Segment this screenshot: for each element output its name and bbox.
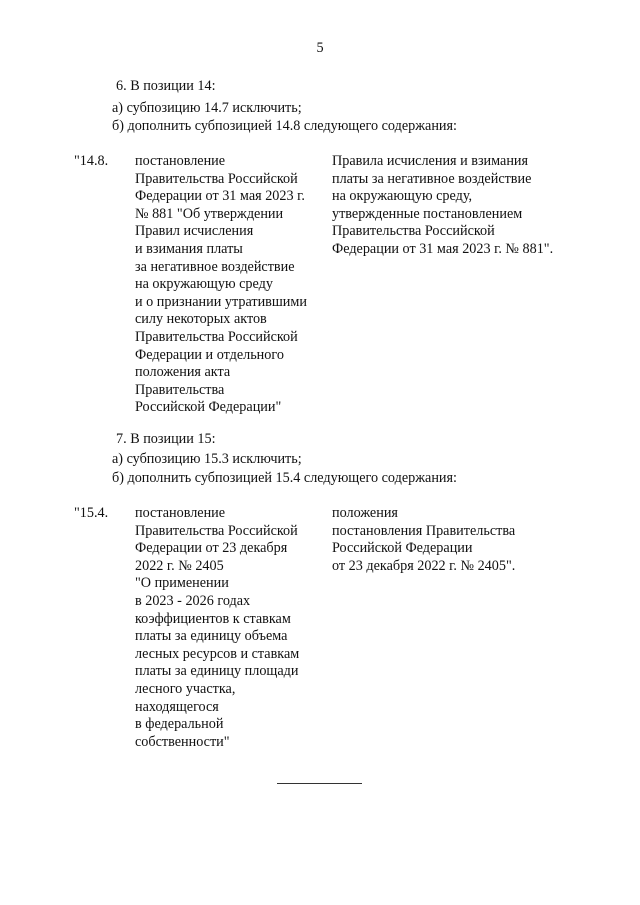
entry-14-8-left-line: Российской Федерации": [135, 399, 282, 416]
entry-14-8-left-line: Федерации от 31 мая 2023 г.: [135, 188, 305, 205]
entry-14-8-left-line: постановление: [135, 153, 226, 169]
entry-15-4-left-line: платы за единицу площади: [135, 663, 299, 680]
entry-15-4-left-line: коэффициентов к ставкам: [135, 610, 291, 627]
entry-14-8-left-line: Федерации и отдельного: [135, 346, 284, 363]
entry-14-8-left-line: на окружающую среду: [135, 276, 273, 293]
entry-15-4-left-line: постановление: [135, 505, 226, 521]
entry-15-4-right-line: Российской Федерации: [332, 540, 473, 557]
entry-15-4-left-line: платы за единицу объема: [135, 628, 288, 645]
entry-14-8-left-line: Правительства Российской: [135, 170, 298, 187]
entry-14-8-right-line: на окружающую среду,: [332, 188, 473, 205]
entry-15-4-right-line: постановления Правительства: [332, 522, 516, 539]
entry-15-4-left-line: Федерации от 23 декабря: [135, 540, 288, 557]
entry-15-4-document-column: [135, 505, 299, 751]
entry-14-8-left-line: Правительства Российской: [135, 328, 298, 345]
entry-14-8-right-line: платы за негативное воздействие: [332, 170, 532, 187]
section-7-heading: 7. В позиции 15:: [116, 431, 216, 447]
entry-14-8-right-line: Правила исчисления и взимания: [332, 153, 529, 169]
section-7-item-a: а) субпозицию 15.3 исключить;: [112, 451, 302, 467]
entry-14-8-right-line: Федерации от 31 мая 2023 г. № 881".: [332, 240, 554, 257]
section-7-item-b: б) дополнить субпозицией 15.4 следующего содержания:: [112, 470, 457, 486]
section-6-heading: 6. В позиции 14:: [116, 78, 216, 94]
section-6-item-a: а) субпозицию 14.7 исключить;: [112, 100, 302, 116]
entry-15-4-left-line: в 2023 - 2026 годах: [135, 592, 251, 609]
entry-15-4-left-line: Правительства Российской: [135, 522, 298, 539]
entry-14-8-left-line: № 881 "Об утверждении: [135, 205, 284, 222]
entry-14-8-left-line: и взимания платы: [135, 240, 243, 257]
entry-14-8-left-line: Правительства: [135, 381, 225, 398]
entry-15-4-content-column: [332, 505, 515, 575]
entry-15-4-right-line: от 23 декабря 2022 г. № 2405".: [332, 557, 516, 574]
entry-14-8-left-line: силу некоторых актов: [135, 311, 267, 328]
entry-14-8-right-line: утвержденные постановлением: [332, 205, 523, 222]
entry-15-4-left-line: "О применении: [135, 575, 229, 592]
entry-15-4-left-line: в федеральной: [135, 716, 224, 733]
entry-15-4-right-line: положения: [332, 505, 398, 521]
entry-14-8-document-column: [135, 153, 307, 417]
entry-14-8-left-line: Правил исчисления: [135, 223, 254, 240]
entry-14-8-left-line: положения акта: [135, 364, 231, 381]
entry-15-4-left-line: лесного участка,: [135, 680, 236, 697]
entry-14-8-right-line: Правительства Российской: [332, 223, 495, 240]
entry-15-4-left-line: лесных ресурсов и ставкам: [135, 645, 300, 662]
entry-15-4-left-line: 2022 г. № 2405: [135, 557, 224, 574]
entry-15-4-left-line: находящегося: [135, 698, 219, 715]
entry-15-4-left-line: собственности": [135, 733, 230, 750]
closing-rule: [277, 783, 362, 784]
entry-14-8-content-column: [332, 153, 553, 259]
page-number: 5: [316, 40, 324, 56]
entry-14-8-left-line: за негативное воздействие: [135, 258, 295, 275]
section-6-item-b: б) дополнить субпозицией 14.8 следующего содержания:: [112, 118, 457, 134]
entry-15-4-number: "15.4.: [74, 505, 109, 521]
entry-14-8-left-line: и о признании утратившими: [135, 293, 307, 310]
entry-14-8-number: "14.8.: [74, 153, 109, 169]
